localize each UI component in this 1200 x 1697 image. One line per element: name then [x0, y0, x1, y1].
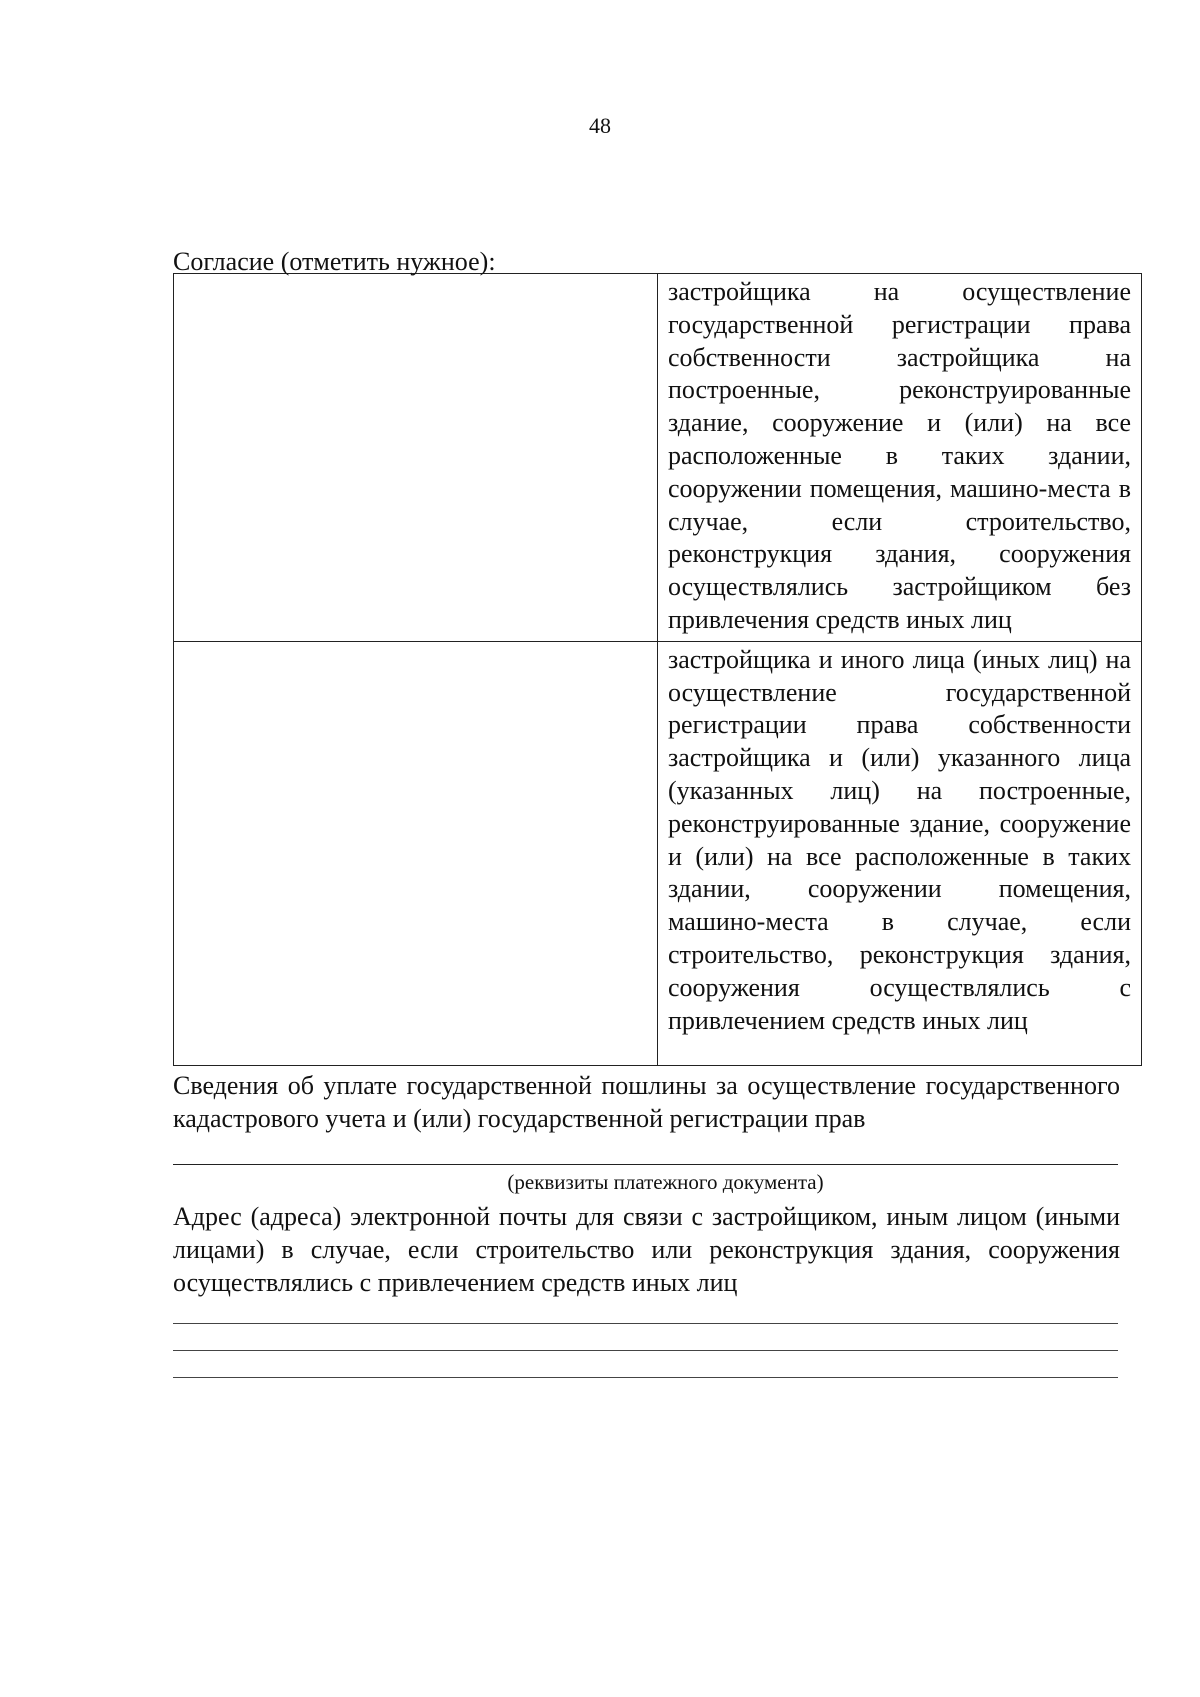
consent-option-text-1: застройщика на осуществление государственной регистрации права собственности застройщика на построенные, реконструированные здание, сооружение и (или) на все расположенные в таких здании, сооружении помещения, машино-места в случае, если строительство, реконструкция здания, сооружения осуществлялись застройщиком без привлечения средств иных лиц — [658, 274, 1142, 642]
document-body — [173, 246, 1130, 1378]
email-info-text: Адрес (адреса) электронной почты для связи с застройщиком, иным лицом (иными лицами) в случае, если строительство или реконструкция здания, сооружения осуществлялись с привлечением средств иных лиц — [173, 1201, 1120, 1297]
payment-document-field[interactable] — [173, 1164, 1118, 1165]
consent-heading: Согласие (отметить нужное): — [173, 247, 496, 276]
consent-option-text-2: застройщика и иного лица (иных лиц) на осуществление государственной регистрации права собственности застройщика и (или) указанного лица (указанных лиц) на построенные, реконструированные здание, сооружение и (или) на все расположенные в таких здании, сооружении помещения, машино-места в случае, если строительство, реконструкция здания, сооружения осуществлялись с привлечением средств иных лиц — [658, 641, 1142, 1066]
consent-option-row — [174, 274, 1142, 642]
page-number: 48 — [589, 113, 611, 138]
email-fields — [173, 1323, 1130, 1378]
email-field-line-3[interactable] — [173, 1377, 1118, 1378]
consent-mark-cell-1[interactable] — [174, 274, 658, 642]
email-field-line-1[interactable] — [173, 1323, 1118, 1324]
payment-document-caption: (реквизиты платежного документа) — [507, 1169, 824, 1194]
consent-mark-cell-2[interactable] — [174, 641, 658, 1066]
consent-option-row — [174, 641, 1142, 1066]
consent-table — [173, 273, 1142, 1066]
email-field-line-2[interactable] — [173, 1350, 1118, 1351]
fee-info-text: Сведения об уплате государственной пошлины за осуществление государственного кадастрового учета и (или) государственной регистрации прав — [173, 1071, 1120, 1134]
